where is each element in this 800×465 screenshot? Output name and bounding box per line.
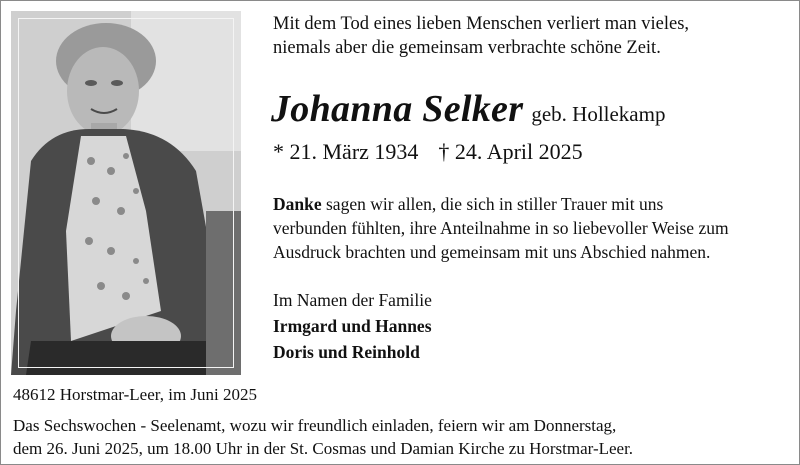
thanks-line-1: sagen wir allen, die sich in stiller Trauer mit uns bbox=[321, 194, 664, 214]
portrait-illustration bbox=[11, 11, 241, 375]
thanks-line-2: verbunden fühlten, ihre Anteilnahme in so liebevoller Weise zum bbox=[273, 218, 729, 238]
family-intro: Im Namen der Familie bbox=[273, 290, 432, 310]
thanks-line-3: Ausdruck brachten und gemeinsam mit uns Abschied nahmen. bbox=[273, 242, 711, 262]
quote-line-1: Mit dem Tod eines lieben Menschen verliert man vieles, bbox=[273, 14, 690, 34]
life-dates bbox=[273, 139, 583, 165]
deceased-name-line bbox=[271, 87, 665, 131]
thanks-paragraph bbox=[273, 192, 773, 264]
family-names-2: Doris und Reinhold bbox=[273, 342, 420, 362]
maiden-name: geb. Hollekamp bbox=[531, 102, 666, 126]
quote-line-2: niemals aber die gemeinsam verbrachte schöne Zeit. bbox=[273, 38, 661, 58]
service-notice bbox=[13, 414, 793, 460]
deceased-name: Johanna Selker bbox=[271, 88, 524, 130]
notice-line-1: Das Sechswochen - Seelenamt, wozu wir freundlich einladen, feiern wir am Donnerstag, bbox=[13, 416, 617, 435]
memorial-quote bbox=[273, 12, 773, 60]
birth-date: * 21. März 1934 bbox=[273, 139, 419, 164]
family-names-1: Irmgard und Hannes bbox=[273, 316, 432, 336]
thanks-lead: Danke bbox=[273, 194, 322, 214]
place-and-date: 48612 Horstmar-Leer, im Juni 2025 bbox=[13, 385, 258, 404]
death-date: † 24. April 2025 bbox=[438, 139, 583, 164]
portrait-photo bbox=[11, 11, 241, 375]
notice-line-2: dem 26. Juni 2025, um 18.00 Uhr in der St. Cosmas und Damian Kirche zu Horstmar-Leer. bbox=[13, 439, 634, 458]
family-signature bbox=[273, 287, 432, 365]
